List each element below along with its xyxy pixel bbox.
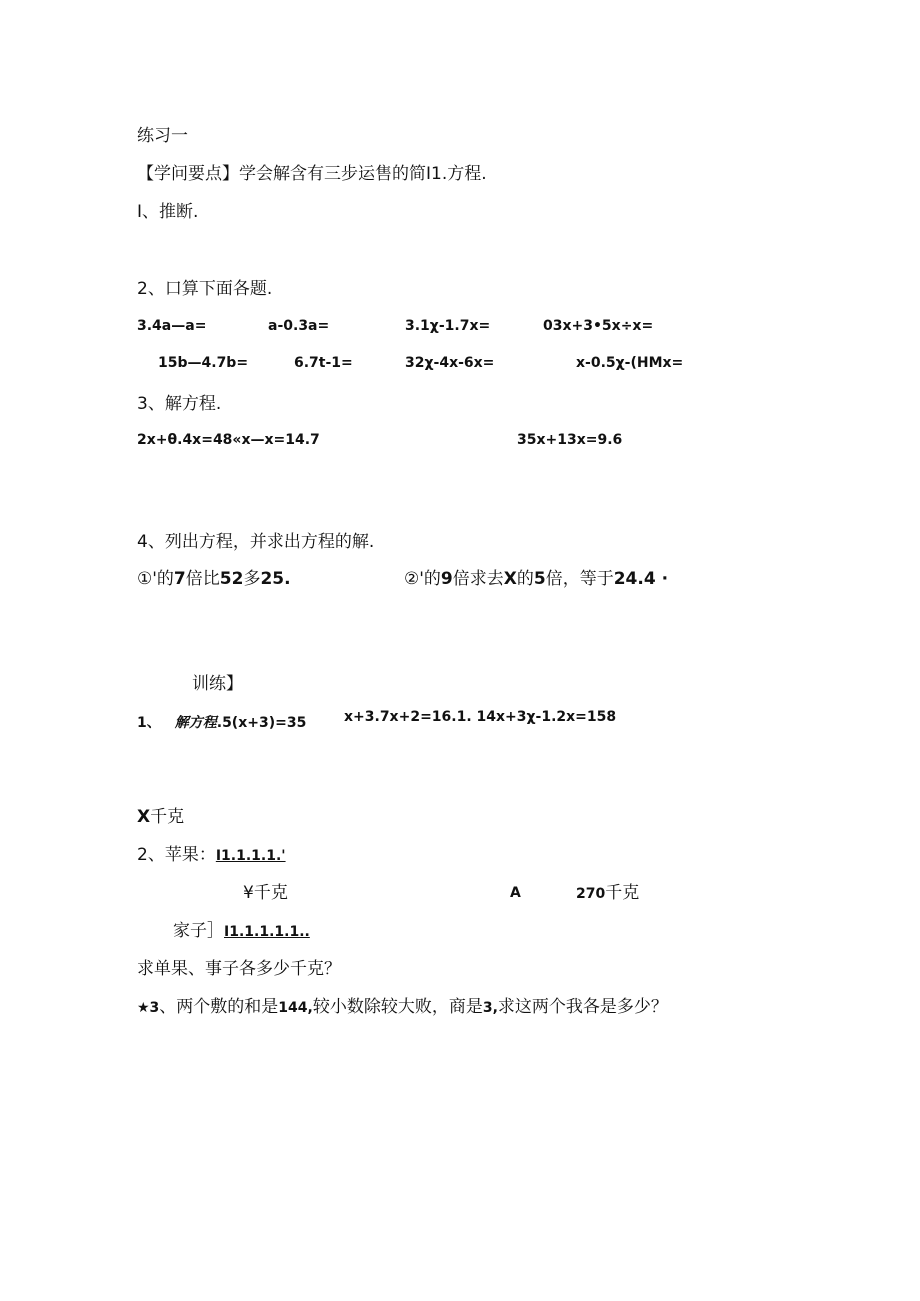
persimmon-line [173, 920, 310, 943]
q2-item-4: 03x+3•5x÷x= [543, 318, 654, 334]
q4-a-text-2: 倍比 [185, 569, 220, 589]
kg-unit: 千克 [150, 807, 185, 827]
training-1-num: 1、 [137, 715, 161, 731]
question-star-3 [137, 996, 668, 1019]
q4-b-text: ②'的 [404, 569, 441, 589]
yen-kg-unit: 千克 [253, 883, 288, 903]
training-1-equation: .5(x+3)=35 [216, 715, 307, 731]
q2-item-5: 15b—4.7b= [158, 355, 249, 371]
question-3: 3、解方程. [137, 394, 222, 414]
q4-a-num-2: 52 [219, 569, 244, 589]
yen-kg [243, 882, 288, 904]
q2-item-3: 3.1χ-1.7x= [405, 318, 491, 334]
training-2 [137, 844, 286, 867]
q4-b-text-3: 的 [516, 569, 534, 589]
q2-item-2: a-0.3a= [268, 318, 330, 334]
q4-b-num-1: 9 [440, 569, 453, 589]
q4-b-text-4: 倍，等于 [545, 569, 614, 589]
q2-item-1: 3.4a—a= [137, 318, 207, 334]
q3-equation-right: 35x+13x=9.6 [517, 432, 623, 448]
training-1-equations-2: x+3.7x+2=16.1. 14x+3χ-1.2x=158 [344, 709, 617, 725]
x-variable: X [137, 807, 151, 827]
q4-a-text-3: 多 [243, 569, 261, 589]
q2-item-8: x-0.5χ-(HMx= [576, 355, 684, 371]
q4-part-a [137, 568, 291, 590]
q4-b-num-3: 24.4 · [613, 569, 669, 589]
q5-num-1: 144, [278, 1000, 313, 1016]
yen-symbol: ¥ [243, 883, 254, 903]
training-heading: 训练】 [192, 674, 243, 694]
q5-num-2: 3, [482, 1000, 498, 1016]
kg-270-unit: 千克 [605, 883, 640, 903]
q2-item-7: 32χ-4x-6x= [405, 355, 495, 371]
question-1: I、推断. [137, 202, 199, 222]
q5-text-3: 求这两个我各是多少？ [497, 997, 668, 1017]
q4-a-text: ①'的 [137, 569, 174, 589]
persimmon-label: 家子］ [173, 921, 224, 941]
training-1 [137, 712, 306, 734]
q2-item-6: 6.7t-1= [294, 355, 353, 371]
letter-a: A [510, 885, 521, 901]
page-title: 练习一 [137, 126, 188, 146]
persimmon-blank: I1.1.1.1.1.. [224, 924, 310, 940]
kg-270 [576, 882, 639, 905]
q3-equation-left: 2x+θ.4x=48«x—x=14.7 [137, 432, 320, 448]
q4-b-text-2: 倍求去 [452, 569, 504, 589]
q4-a-num-1: 7 [173, 569, 186, 589]
training-2-text: 2、苹果： [137, 845, 216, 865]
x-kg-line [137, 806, 184, 828]
q4-b-num-2: 5 [533, 569, 546, 589]
kg-270-number: 270 [576, 886, 606, 902]
q4-b-x: X [503, 569, 517, 589]
ask-line: 求单果、事子各多少千克？ [137, 959, 341, 979]
training-1-label: 解方程 [174, 715, 217, 731]
q4-part-b [404, 568, 668, 590]
key-points: 【学问要点】学会解含有三步运售的简I1.方程. [137, 164, 487, 184]
apple-blank: I1.1.1.1.' [215, 848, 286, 864]
q5-text-1: 、两个敷的和是 [159, 997, 279, 1017]
q5-text-2: 较小数除较大败，商是 [312, 997, 483, 1017]
q4-a-num-3: 25. [260, 569, 291, 589]
star-number: ★3 [137, 1000, 160, 1016]
question-4: 4、列出方程，并求出方程的解. [137, 532, 375, 552]
question-2: 2、口算下面各题. [137, 279, 273, 299]
